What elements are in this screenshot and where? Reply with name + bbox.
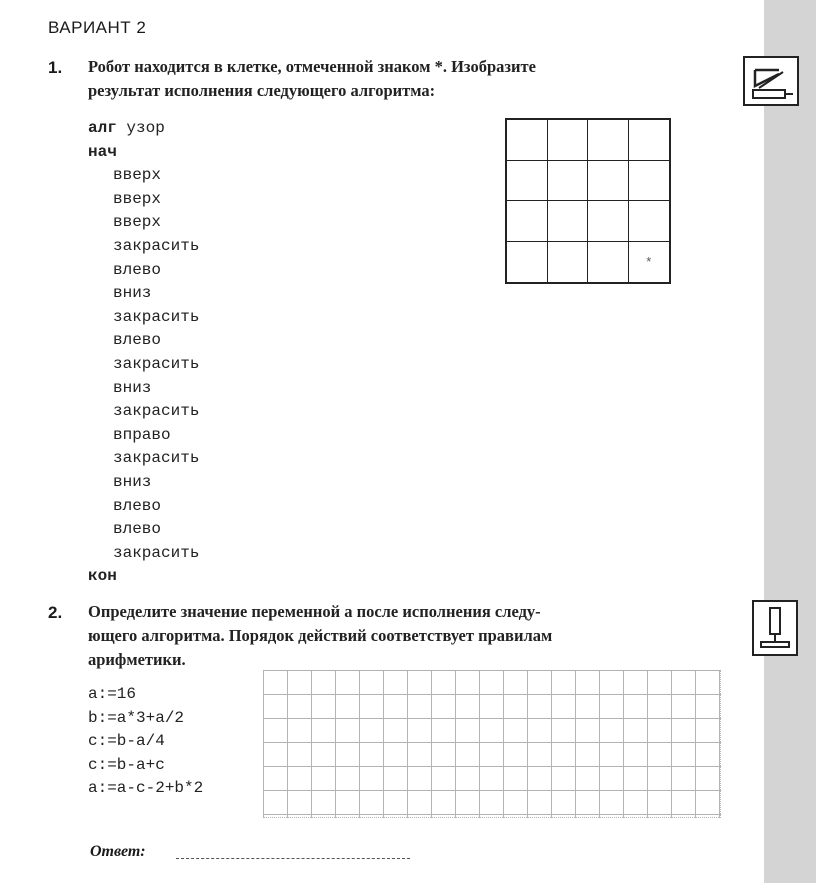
algorithm-command bbox=[113, 402, 199, 420]
command-text: вверх bbox=[113, 213, 162, 232]
grid-cell[interactable] bbox=[588, 161, 629, 202]
answer-label: Ответ: bbox=[90, 843, 146, 860]
algorithm-command bbox=[113, 379, 151, 397]
code-line: c:=b-a/4 bbox=[88, 732, 165, 751]
command-text: закрасить bbox=[113, 543, 200, 562]
task1-number: 1. bbox=[48, 58, 63, 77]
algorithm-keyword: алг bbox=[88, 119, 117, 137]
command-text: вниз bbox=[113, 473, 152, 491]
algorithm-command bbox=[113, 166, 161, 184]
robot-field-grid bbox=[505, 118, 671, 284]
algorithm-command bbox=[113, 213, 161, 231]
algorithm-command bbox=[113, 331, 161, 349]
grid-cell[interactable] bbox=[507, 161, 548, 202]
algorithm-command bbox=[113, 426, 171, 444]
grid-cell[interactable] bbox=[548, 120, 589, 161]
code-line: b:=a*3+a/2 bbox=[88, 708, 185, 727]
command-text: закрасить bbox=[113, 402, 200, 421]
algorithm-command bbox=[113, 190, 161, 208]
grid-cell[interactable] bbox=[507, 242, 548, 283]
task1-text-line1: Робот находится в клетке, отмеченной знаком *. Изобразите bbox=[88, 57, 536, 76]
begin-keyword: нач bbox=[88, 142, 117, 161]
computer-stand-icon bbox=[752, 600, 798, 656]
algorithm-command bbox=[113, 355, 199, 373]
command-text: влево bbox=[113, 260, 162, 279]
pencil-writing-icon bbox=[743, 56, 799, 106]
task2-number: 2. bbox=[48, 603, 63, 622]
grid-cell[interactable] bbox=[588, 120, 629, 161]
draft-grid[interactable] bbox=[263, 670, 721, 818]
end-keyword: кон bbox=[88, 567, 117, 586]
start-marker: * bbox=[646, 254, 652, 270]
code-line: c:=b-a+c bbox=[88, 755, 165, 774]
task2-text-line3: арифметики. bbox=[88, 650, 186, 669]
command-text: вниз bbox=[113, 284, 152, 303]
command-text: вправо bbox=[113, 425, 171, 444]
command-text: закрасить bbox=[113, 307, 200, 326]
answer-input-line[interactable] bbox=[176, 858, 410, 859]
grid-cell[interactable] bbox=[548, 161, 589, 202]
algorithm-command bbox=[113, 520, 161, 538]
grid-cell[interactable] bbox=[588, 242, 629, 283]
algorithm-command bbox=[113, 284, 151, 302]
command-text: закрасить bbox=[113, 355, 200, 373]
algorithm-end bbox=[88, 567, 117, 585]
grid-cell[interactable] bbox=[548, 242, 589, 283]
grid-cell[interactable] bbox=[507, 201, 548, 242]
algorithm-name: узор bbox=[116, 119, 165, 137]
grid-cell-start[interactable] bbox=[629, 242, 670, 283]
task1-text-line2: результат исполнения следующего алгоритма: bbox=[88, 81, 436, 100]
command-text: вверх bbox=[113, 166, 162, 185]
command-text: вверх bbox=[113, 189, 162, 208]
algorithm-header bbox=[88, 119, 165, 137]
algorithm-command bbox=[113, 449, 199, 467]
algorithm-command bbox=[113, 544, 199, 562]
algorithm-begin bbox=[88, 143, 117, 161]
grid-cell[interactable] bbox=[629, 161, 670, 202]
command-text: закрасить bbox=[113, 449, 200, 468]
algorithm-command bbox=[113, 261, 161, 279]
command-text: вниз bbox=[113, 378, 152, 397]
grid-cell[interactable] bbox=[629, 201, 670, 242]
task2-text-line1: Определите значение переменной а после исполнения следу- bbox=[88, 602, 541, 621]
command-text: закрасить bbox=[113, 237, 200, 255]
command-text: влево bbox=[113, 331, 162, 350]
command-text: влево bbox=[113, 496, 162, 515]
grid-cell[interactable] bbox=[548, 201, 589, 242]
page-edge-strip bbox=[764, 0, 816, 883]
algorithm-command bbox=[113, 308, 199, 326]
algorithm-command bbox=[113, 473, 151, 491]
command-text: влево bbox=[113, 520, 162, 539]
variant-title: ВАРИАНТ 2 bbox=[48, 18, 147, 37]
code-line: a:=a-c-2+b*2 bbox=[88, 779, 204, 798]
algorithm-command bbox=[113, 237, 199, 255]
algorithm-command bbox=[113, 497, 161, 515]
grid-cell[interactable] bbox=[507, 120, 548, 161]
grid-cell[interactable] bbox=[588, 201, 629, 242]
task2-text-line2: ющего алгоритма. Порядок действий соответствует правилам bbox=[88, 626, 553, 645]
grid-cell[interactable] bbox=[629, 120, 670, 161]
code-line: a:=16 bbox=[88, 685, 137, 703]
